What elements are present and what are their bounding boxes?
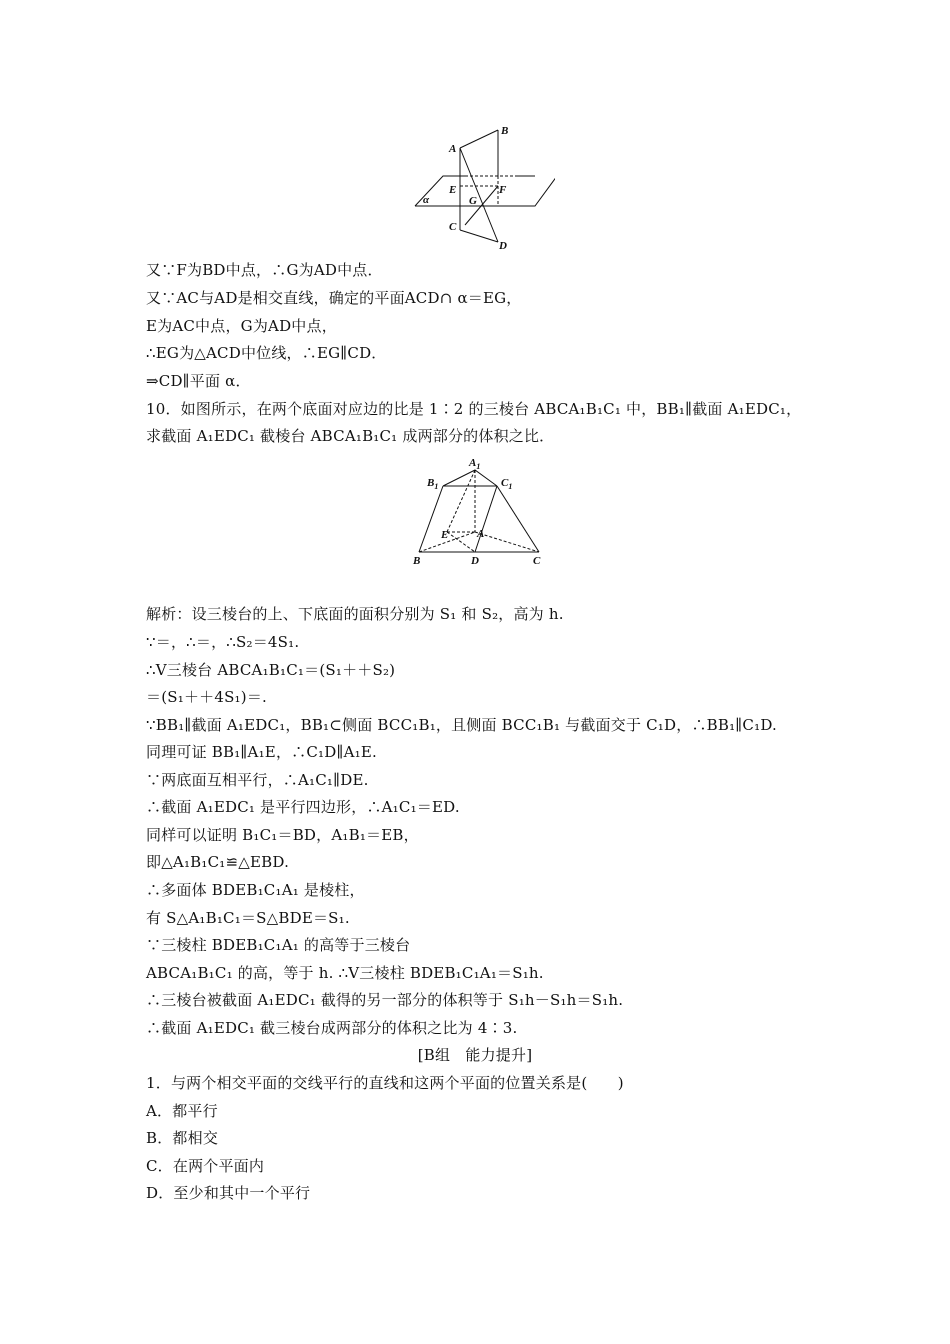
option-d: D．至少和其中一个平行 <box>146 1184 311 1202</box>
solution-line: ＝(S₁＋＋4S₁)＝. <box>146 688 267 706</box>
solution-line: ∴截面 A₁EDC₁ 是平行四边形，∴A₁C₁＝ED. <box>146 798 460 816</box>
label-B: B <box>413 555 421 567</box>
label-F: F <box>499 184 507 196</box>
option-b: B．都相交 <box>146 1129 219 1147</box>
solution-line: 有 S△A₁B₁C₁＝S△BDE＝S₁. <box>146 909 350 927</box>
label-alpha: α <box>423 194 430 206</box>
segment-CD <box>460 230 498 242</box>
figure-frustum <box>405 452 555 572</box>
solution-line: 解析：设三棱台的上、下底面的面积分别为 S₁ 和 S₂，高为 h. <box>146 605 564 623</box>
solution-line: ∴V三棱台 ABCA₁B₁C₁＝(S₁＋＋S₂) <box>146 661 396 679</box>
solution-line: ∴多面体 BDEB₁C₁A₁ 是棱柱， <box>146 881 365 899</box>
solution-line: ∴截面 A₁EDC₁ 截三棱台成两部分的体积之比为 4∶3. <box>146 1019 518 1037</box>
label-B: B <box>501 125 509 137</box>
solution-line: ∴三棱台被截面 A₁EDC₁ 截得的另一部分的体积等于 S₁h－S₁h＝S₁h. <box>146 991 624 1009</box>
text-line: ∴EG为△ACD中位线，∴EG∥CD． <box>146 344 387 362</box>
figure-plane-alpha-svg <box>405 118 555 258</box>
figure-plane-alpha <box>405 118 555 258</box>
label-D: D <box>499 240 507 252</box>
label-C: C <box>533 555 541 567</box>
segment-AB <box>460 130 498 148</box>
text-line: E为AC中点，G为AD中点， <box>146 317 337 335</box>
question-1: 1．与两个相交平面的交线平行的直线和这两个平面的位置关系是( ) <box>146 1074 624 1092</box>
segment-AD <box>460 148 498 242</box>
problem-10-line-2: 求截面 A₁EDC₁ 截棱台 ABCA₁B₁C₁ 成两部分的体积之比． <box>146 427 555 445</box>
solution-line: ∵两底面互相平行，∴A₁C₁∥DE. <box>146 771 369 789</box>
label-E: E <box>441 529 449 541</box>
top-edges-back <box>443 470 497 486</box>
solution-line: ABCA₁B₁C₁ 的高，等于 h. ∴V三棱柱 BDEB₁C₁A₁＝S₁h. <box>146 964 544 982</box>
text-line: 又∵AC与AD是相交直线，确定的平面ACD∩ α＝EG， <box>146 289 522 307</box>
option-c: C．在两个平面内 <box>146 1157 265 1175</box>
solution-line: 同样可以证明 B₁C₁＝BD，A₁B₁＝EB， <box>146 826 419 844</box>
solution-line: 同理可证 BB₁∥A₁E，∴C₁D∥A₁E. <box>146 743 377 761</box>
solution-line: ∵三棱柱 BDEB₁C₁A₁ 的高等于三棱台 <box>146 936 411 954</box>
problem-10-line-1: 10．如图所示，在两个底面对应边的比是 1∶2 的三棱台 ABCA₁B₁C₁ 中，BB₁∥截面 A₁EDC₁， <box>146 400 802 418</box>
label-E: E <box>449 184 457 196</box>
label-D: D <box>471 555 479 567</box>
label-G: G <box>469 195 477 207</box>
text-line: 又∵F为BD中点，∴G为AD中点． <box>146 261 383 279</box>
edge-AC <box>475 532 539 552</box>
label-A1: $A_1$ <box>469 457 481 471</box>
edge-A1E <box>447 470 475 532</box>
label-A: A <box>449 143 457 155</box>
edge-C1D <box>475 486 497 552</box>
edge-C1C <box>497 486 539 552</box>
edge-B1B <box>419 486 443 552</box>
section-heading: [B组 能力提升] <box>417 1046 533 1064</box>
text-line: ⇒CD∥平面 α． <box>146 372 251 390</box>
solution-line: 即△A₁B₁C₁≌△EBD. <box>146 853 290 871</box>
option-a: A．都平行 <box>146 1102 218 1120</box>
label-C: C <box>449 221 457 233</box>
label-C1: $C_1$ <box>501 477 513 491</box>
solution-line: ∵＝，∴＝，∴S₂＝4S₁. <box>146 633 300 651</box>
label-A: A <box>477 528 485 540</box>
label-B1: $B_1$ <box>427 477 439 491</box>
figure-frustum-svg <box>405 452 555 572</box>
edge-ED <box>447 532 475 552</box>
solution-line: ∵BB₁∥截面 A₁EDC₁，BB₁⊂侧面 BCC₁B₁，且侧面 BCC₁B₁ 与截面交于 C₁D，∴BB₁∥C₁D. <box>146 716 777 734</box>
